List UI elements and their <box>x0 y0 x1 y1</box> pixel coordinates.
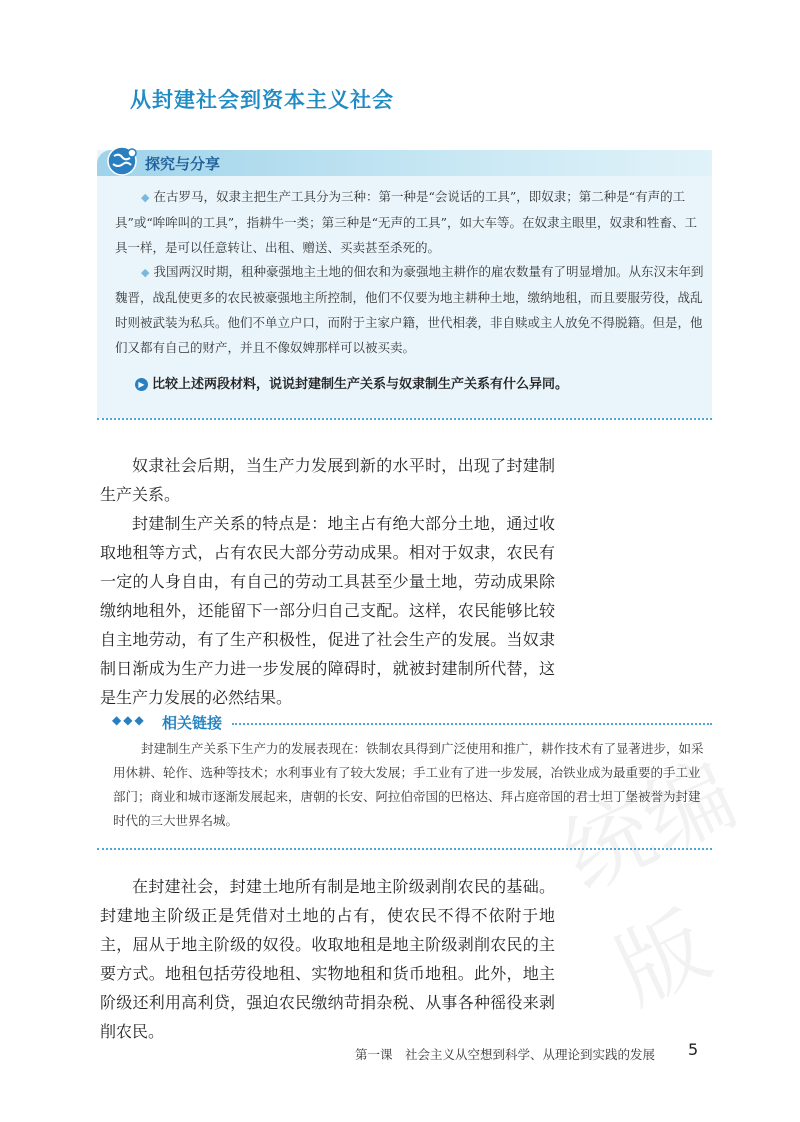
play-arrow-icon: ▶ <box>135 378 148 391</box>
related-links-text: 封建制生产关系下生产力的发展表现在：铁制农具得到广泛使用和推广，耕作技术有了显著进步，如采用休耕、轮作、选种等技术；水利事业有了较大发展；手工业有了进一步发展，冶铁业成为最重要的手工业部门；商业和城市逐渐发展起来，唐朝的长安、阿拉伯帝国的巴格达、拜占庭帝国的君士坦丁堡被誉为封建时代的三大世界名城。 <box>113 741 704 828</box>
body-paragraph-3: 在封建社会，封建土地所有制是地主阶级剥削农民的基础。封建地主阶级正是凭借对土地的占有，使农民不得不依附于地主，屈从于地主阶级的奴役。收取地租是地主阶级剥削农民的主要方式。地租包括劳役地租、实物地租和货币地租。此外，地主阶级还利用高利贷，强迫农民缴纳苛捐杂税、从事各种徭役来剥削农民。 <box>100 877 555 1041</box>
related-links-label: 相关链接 <box>162 714 223 732</box>
related-dotted-divider <box>97 848 712 850</box>
explore-dotted-divider <box>97 418 712 420</box>
related-links-header <box>112 713 712 733</box>
explore-question-text: 比较上述两段材料，说说封建制生产关系与奴隶制生产关系有什么异同。 <box>152 377 569 392</box>
watermark: 统编版 <box>547 741 751 1024</box>
explore-paragraph-2 <box>115 259 705 360</box>
explore-label: 探究与分享 <box>145 155 221 173</box>
section-title: 从封建社会到资本主义社会 <box>130 88 394 112</box>
explore-paragraph-1-text: 在古罗马，奴隶主把生产工具分为三种：第一种是“会说话的工具”，即奴隶；第二种是“有声的工具”或“哞哞叫的工具”，指耕牛一类；第三种是“无声的工具”，如大车等。在奴隶主眼里，奴隶和牲畜、工具一样，是可以任意转让、出租、赠送、买卖甚至杀死的。 <box>115 189 697 255</box>
explore-paragraph-1 <box>115 184 705 260</box>
diamonds-icon: ◆◆◆ <box>112 713 146 727</box>
explore-paragraph-2-text: 我国两汉时期，租种豪强地主土地的佃农和为豪强地主耕作的雇农数量有了明显增加。从东汉末年到魏晋，战乱使更多的农民被豪强地主所控制，他们不仅要为地主耕种土地，缴纳地租，而且要服劳役，战乱时则被武装为私兵。他们不单立户口，而附于主家户籍，世代相袭，非自赎或主人放免不得脱籍。但是，他们又都有自己的财产，并且不像奴婢那样可以被买卖。 <box>115 264 704 355</box>
bullet-diamond-icon: ◆ <box>141 266 150 279</box>
page-footer: 第一课 社会主义从空想到科学、从理论到实践的发展 <box>355 1047 656 1062</box>
page-number: 5 <box>688 1040 699 1059</box>
explore-question <box>135 373 568 392</box>
body-paragraph-1: 奴隶社会后期，当生产力发展到新的水平时，出现了封建制生产关系。 <box>100 456 555 504</box>
bullet-diamond-icon: ◆ <box>141 191 150 204</box>
related-links-dotted-line <box>232 723 712 725</box>
explore-globe-icon <box>105 144 139 178</box>
explore-share-box <box>97 150 712 418</box>
body-paragraph-2: 封建制生产关系的特点是：地主占有绝大部分土地，通过收取地租等方式，占有农民大部分劳动成果。相对于奴隶，农民有一定的人身自由，有自己的劳动工具甚至少量土地，劳动成果除缴纳地租外，还能留下一部分归自己支配。这样，农民能够比较自主地劳动，有了生产积极性，促进了社会生产的发展。当奴隶制日渐成为生产力进一步发展的障碍时，就被封建制所代替，这是生产力发展的必然结果。 <box>100 514 555 707</box>
